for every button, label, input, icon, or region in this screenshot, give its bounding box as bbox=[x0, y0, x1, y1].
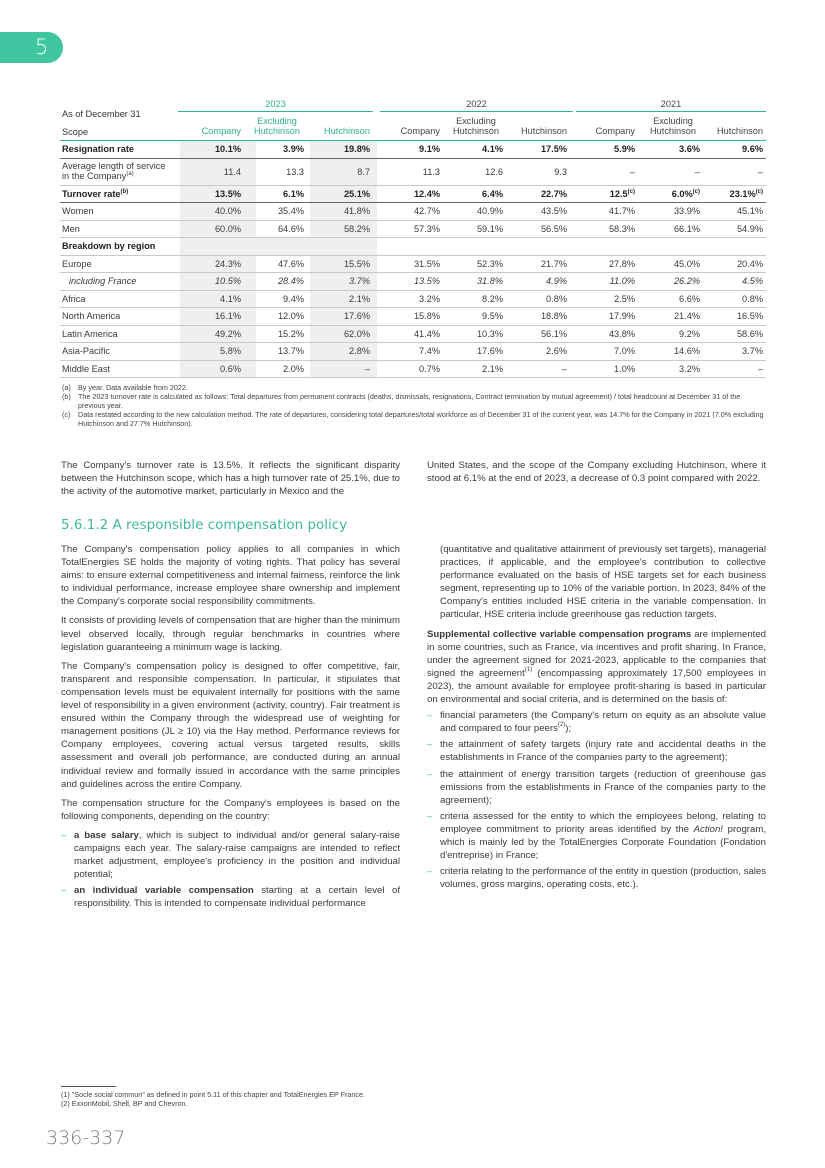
table-cell: 3.2% bbox=[679, 363, 700, 374]
table-cell: 10.3% bbox=[476, 328, 503, 339]
table-cell: 35.4% bbox=[277, 206, 304, 216]
table-row bbox=[60, 343, 766, 361]
section-heading: 5.6.1.2 A responsible compensation policy bbox=[61, 517, 348, 533]
table-cell: 15.2% bbox=[277, 328, 304, 339]
column-header: Company bbox=[201, 126, 241, 136]
table-cell: 40.0% bbox=[214, 206, 241, 216]
note-text: The 2023 turnover rate is calculated as follows: Total departures from permanent contracts (deaths, dismissals, resignations, Contract termination by mutual agreement) / total headcount at December 31 of the previous year. bbox=[78, 392, 741, 410]
table-cell: 19.8% bbox=[343, 144, 370, 154]
table-cell: 21.7% bbox=[540, 258, 567, 269]
table-cell: 10.1% bbox=[214, 144, 241, 154]
row-label: Africa bbox=[62, 293, 86, 304]
turnover-table bbox=[60, 98, 766, 378]
footnote: (1) "Socle social commun" as defined in point 5.11 of this chapter and TotalEnergies EP France. bbox=[61, 1090, 365, 1099]
column-header: Hutchinson bbox=[717, 126, 763, 136]
row-label: Average length of service in the Company$^{(a)}$ bbox=[62, 160, 166, 181]
table-row bbox=[60, 186, 766, 204]
table-cell: 22.7% bbox=[540, 188, 567, 199]
table-cell: 27.8% bbox=[608, 258, 635, 269]
year-2023-header: 2023 bbox=[178, 98, 373, 112]
table-cell: 15.8% bbox=[413, 311, 440, 321]
bullet: – the attainment of energy transition targets (reduction of greenhouse gas emissions from the establishments in France of the companies party to the agreement); bbox=[427, 768, 766, 807]
year-2021-header: 2021 bbox=[576, 98, 766, 112]
row-label: Middle East bbox=[62, 363, 111, 374]
table-cell: 10.5% bbox=[214, 276, 241, 286]
table-cell: 58.6% bbox=[736, 328, 763, 339]
column-shading bbox=[180, 238, 377, 255]
table-cell: 56.1% bbox=[540, 328, 567, 339]
bullet-text: starting at a certain level of responsibility. This is intended to compensate individual performance bbox=[74, 885, 400, 910]
bullet-text: , which is subject to individual and/or general salary-raise campaigns each year. The salary-raise campaigns are intended to reflect market adjustment, employee's proficiency in the position and individual potential; bbox=[74, 829, 400, 881]
table-cell: 0.8% bbox=[546, 293, 567, 304]
bullet-text: program, which is mainly led by the TotalEnergies Corporate Foundation (Fondation d'entreprise) in France; bbox=[440, 823, 766, 862]
table-cell: 45.1% bbox=[736, 206, 763, 216]
row-label: Resignation rate bbox=[62, 144, 134, 154]
table-cell: 2.0% bbox=[283, 363, 304, 374]
table-row bbox=[60, 159, 766, 186]
table-row bbox=[60, 238, 766, 256]
column-header: Excluding Hutchinson bbox=[650, 116, 696, 136]
footnote-ref: (2) bbox=[557, 722, 566, 729]
bullet: – criteria relating to the performance of the entity in question (production, sales volumes, gross margins, operating costs, etc.). bbox=[427, 865, 766, 891]
table-cell: 0.6% bbox=[220, 363, 241, 374]
table-cell: 17.9% bbox=[608, 311, 635, 321]
bullet bbox=[427, 709, 766, 735]
table-notes bbox=[60, 383, 766, 428]
table-cell: 42.7% bbox=[413, 206, 440, 216]
bullet-bold: an individual variable compensation bbox=[74, 885, 254, 897]
table-cell: 16.1% bbox=[214, 311, 241, 321]
table-cell: 57.3% bbox=[413, 223, 440, 234]
table-cell: 49.2% bbox=[214, 328, 241, 339]
year-2022-header: 2022 bbox=[380, 98, 573, 112]
table-cell: 8.2% bbox=[482, 293, 503, 304]
table-cell: 62.0% bbox=[343, 328, 370, 339]
page-number: 336-337 bbox=[46, 1127, 126, 1149]
table-row bbox=[60, 203, 766, 221]
table-cell: 4.5% bbox=[742, 276, 763, 286]
table-cell: 20.4% bbox=[736, 258, 763, 269]
table-cell: 12.6 bbox=[485, 166, 503, 177]
table-cell: 2.5% bbox=[614, 293, 635, 304]
right-column bbox=[427, 543, 766, 891]
table-cell: 47.6% bbox=[277, 258, 304, 269]
table-cell: 18.8% bbox=[540, 311, 567, 321]
table-cell: 4.9% bbox=[546, 276, 567, 286]
table-row bbox=[60, 141, 766, 159]
intro-right-paragraph: United States, and the scope of the Company excluding Hutchinson, where it stood at 6.1% at the end of 2023, a decrease of 0.3 point compared with 2022. bbox=[427, 460, 766, 485]
table-cell: 31.8% bbox=[476, 276, 503, 286]
table-cell: 7.0% bbox=[614, 346, 635, 356]
table-cell: – bbox=[629, 166, 635, 177]
table-cell: – bbox=[561, 363, 567, 374]
table-cell: 3.2% bbox=[419, 293, 440, 304]
column-header: Excluding Hutchinson bbox=[453, 116, 499, 136]
column-header: Excluding Hutchinson bbox=[254, 116, 300, 136]
intro-left-paragraph: The Company's turnover rate is 13.5%. It reflects the significant disparity between the Hutchinson scope, which has a high turnover rate of 25.1%, due to the activity of the automotive market, particularly in Mexico and the bbox=[61, 460, 400, 498]
table-cell: 54.9% bbox=[736, 223, 763, 234]
note-text: By year. Data available from 2022. bbox=[78, 383, 188, 392]
table-cell: 11.3 bbox=[422, 166, 440, 177]
page-footnotes bbox=[61, 1086, 365, 1108]
table-cell: 21.4% bbox=[673, 311, 700, 321]
row-label: Turnover rate$^{(b)}$ bbox=[62, 188, 129, 199]
table-cell: 17.6% bbox=[343, 311, 370, 321]
footnote-rule bbox=[61, 1086, 116, 1087]
table-row bbox=[60, 291, 766, 309]
table-cell: 45.0% bbox=[673, 258, 700, 269]
paragraph: It consists of providing levels of compensation that are higher than the minimum level observed locally, through regular benchmarks in countries where legislation guaranteeing a minimum wage is lacking. bbox=[61, 615, 400, 653]
column-header: Company bbox=[400, 126, 440, 136]
table-cell: 12.4% bbox=[413, 188, 440, 199]
table-cell: 58.2% bbox=[343, 223, 370, 234]
bullet-base-salary bbox=[61, 829, 400, 881]
table-cell: 3.7% bbox=[349, 276, 370, 286]
table-cell: 9.6% bbox=[742, 144, 763, 154]
table-cell: 13.5% bbox=[413, 276, 440, 286]
bullet bbox=[427, 810, 766, 862]
table-cell: 4.1% bbox=[482, 144, 503, 154]
row-label: Asia-Pacific bbox=[62, 346, 110, 356]
column-header: Hutchinson bbox=[521, 126, 567, 136]
table-cell: 11.4 bbox=[223, 166, 241, 177]
intro-left bbox=[61, 459, 400, 498]
row-label: Women bbox=[62, 206, 94, 216]
paragraph-supplemental bbox=[427, 628, 766, 707]
table-cell: – bbox=[694, 166, 700, 177]
table-cell: 5.8% bbox=[220, 346, 241, 356]
table-cell: 66.1% bbox=[673, 223, 700, 234]
table-cell: 58.3% bbox=[608, 223, 635, 234]
table-cell: 26.2% bbox=[673, 276, 700, 286]
note-text: Data restated according to the new calculation method. The rate of departures, considering total departures/total workforce as of December 31 of the current year, was 14.7% for the Company in 2021 (7.0% excluding Hutchinson and 27.7% Hutchinson). bbox=[78, 410, 764, 428]
table-cell: 31.5% bbox=[413, 258, 440, 269]
row-label: including France bbox=[69, 276, 137, 286]
table-cell: 13.5% bbox=[214, 188, 241, 199]
table-cell: 4.1% bbox=[220, 293, 241, 304]
table-cell: 3.7% bbox=[742, 346, 763, 356]
left-column bbox=[61, 543, 400, 910]
table-row bbox=[60, 221, 766, 239]
table-cell: 13.3 bbox=[286, 166, 304, 177]
table-cell: 2.1% bbox=[349, 293, 370, 304]
paragraph-text: are implemented in some countries, such as France, via incentives and profit sharing. In France, under the agreement signed for 2021-2023, applicable to the companies that signed the agreement bbox=[427, 628, 766, 679]
table-cell: 60.0% bbox=[214, 223, 241, 234]
table-row bbox=[60, 308, 766, 326]
table-cell: 12.5$^{(c)}$ bbox=[609, 188, 635, 199]
table-row bbox=[60, 326, 766, 344]
column-header: Hutchinson bbox=[324, 126, 370, 136]
table-cell: 43.8% bbox=[608, 328, 635, 339]
table-cell: 9.1% bbox=[419, 144, 440, 154]
table-cell: 2.6% bbox=[546, 346, 567, 356]
intro-right bbox=[427, 459, 766, 485]
paragraph-text: (encompassing approximately 17,500 employees in 2023), the amount available for employee profit-sharing is based in particular on environmental and social criteria, and is determined on the basis of: bbox=[427, 667, 767, 706]
table-cell: 52.3% bbox=[476, 258, 503, 269]
row-label: Breakdown by region bbox=[62, 241, 156, 251]
table-cell: 64.6% bbox=[277, 223, 304, 234]
table-cell: 41.4% bbox=[413, 328, 440, 339]
row-label: North America bbox=[62, 311, 121, 321]
bullet-bold: a base salary bbox=[74, 829, 139, 841]
table-cell: 6.4% bbox=[482, 188, 503, 199]
as-of-label: As of December 31 bbox=[62, 109, 141, 119]
table-cell: 14.6% bbox=[673, 346, 700, 356]
table-cell: 43.5% bbox=[540, 206, 567, 216]
table-cell: 2.8% bbox=[349, 346, 370, 356]
table-cell: 5.9% bbox=[614, 144, 635, 154]
table-cell: 23.1%$^{(c)}$ bbox=[729, 188, 763, 199]
table-cell: 9.4% bbox=[283, 293, 304, 304]
bullet-text: ); bbox=[565, 723, 572, 735]
note-key: (b) bbox=[62, 392, 71, 401]
table-cell: 15.5% bbox=[343, 258, 370, 269]
table-cell: 0.7% bbox=[419, 363, 440, 374]
bullet: – the attainment of safety targets (injury rate and accidental deaths in the establishments in France of the companies party to the agreement); bbox=[427, 738, 766, 764]
table-row bbox=[60, 256, 766, 274]
table-cell: 24.3% bbox=[214, 258, 241, 269]
table-cell: 25.1% bbox=[343, 188, 370, 199]
table-cell: 6.1% bbox=[283, 188, 304, 199]
table-cell: 2.1% bbox=[482, 363, 503, 374]
table-cell: – bbox=[757, 166, 763, 177]
table-cell: 17.5% bbox=[540, 144, 567, 154]
column-header: Company bbox=[595, 126, 635, 136]
table-cell: 9.3 bbox=[554, 166, 567, 177]
table-cell: 7.4% bbox=[419, 346, 440, 356]
paragraph: The Company's compensation policy is designed to offer competitive, fair, transparent and responsible compensation. In particular, it stipulates that compensation levels must be equivalent internally for positions with the same level of responsibility in a given environment (activity, country). Fair treatment is ensured within the Company through the widespread use of weighting for management positions (JL ≥ 10) via the Hay method. Performance reviews for Company employees, covering actual versus targeted results, skills assessment and overall job performance, are conducted during an annual individual review and formally issued in accordance with the same principles and guidelines across the entire Company. bbox=[61, 660, 400, 790]
table-cell: 41.8% bbox=[343, 206, 370, 216]
paragraph: (quantitative and qualitative attainment of previously set targets), managerial practices, if applicable, and the employee's contribution to collective performance evaluated on the basis of HSE targets set for each business segment, representing up to 10% of the variable portion. In 2023, 84% of the Company's entities included HSE criteria in the variable compensation. In particular, HSE criteria include greenhouse gas reduction targets. bbox=[440, 544, 766, 621]
table-header bbox=[60, 98, 766, 141]
table-cell: 6.0%$^{(c)}$ bbox=[671, 188, 700, 199]
table-cell: 9.2% bbox=[679, 328, 700, 339]
table-cell: 3.6% bbox=[679, 144, 700, 154]
table-cell: 59.1% bbox=[476, 223, 503, 234]
table-cell: 0.8% bbox=[742, 293, 763, 304]
table-row bbox=[60, 361, 766, 379]
paragraph-bold: Supplemental collective variable compensation programs bbox=[427, 628, 692, 640]
table-cell: 41.7% bbox=[608, 206, 635, 216]
table-body bbox=[60, 141, 766, 378]
table-cell: 3.9% bbox=[283, 144, 304, 154]
row-label: Men bbox=[62, 223, 80, 234]
footnote: (2) ExxonMobil, Shell, BP and Chevron. bbox=[61, 1099, 188, 1108]
paragraph: The Company's compensation policy applies to all companies in which TotalEnergies SE holds the majority of voting rights. That policy has several aims: to ensure external competitiveness and internal fairness, reinforce the link to individual performance, increase employee share ownership and implement the Company's corporate social responsibility commitments. bbox=[61, 544, 400, 608]
table-cell: 16.5% bbox=[736, 311, 763, 321]
bullet-text: financial parameters (the Company's return on equity as an absolute value and compared to four peers bbox=[440, 710, 766, 735]
table-cell: 40.9% bbox=[476, 206, 503, 216]
table-cell: – bbox=[757, 363, 763, 374]
row-label: Europe bbox=[62, 258, 92, 269]
footnote-ref: (1) bbox=[524, 666, 533, 673]
table-cell: 11.0% bbox=[609, 276, 635, 286]
table-row bbox=[60, 273, 766, 291]
bullet-variable-comp bbox=[61, 884, 400, 910]
table-cell: 6.6% bbox=[679, 293, 700, 304]
table-cell: 12.0% bbox=[277, 311, 304, 321]
bullet-text: criteria assessed for the entity to which the employees belong, relating to employee commitment to priority areas identified by the bbox=[440, 810, 766, 835]
chapter-tab: 5 bbox=[0, 32, 63, 63]
table-cell: 13.7% bbox=[277, 346, 304, 356]
scope-label: Scope bbox=[62, 127, 89, 137]
program-name: Action! bbox=[693, 823, 723, 835]
table-cell: 1.0% bbox=[614, 363, 635, 374]
note-key: (a) bbox=[62, 383, 71, 392]
table-cell: 56.5% bbox=[540, 223, 567, 234]
table-cell: – bbox=[364, 363, 370, 374]
row-label: Latin America bbox=[62, 328, 118, 339]
table-cell: 8.7 bbox=[357, 166, 370, 177]
table-cell: 33.9% bbox=[673, 206, 700, 216]
note-key: (c) bbox=[62, 410, 71, 419]
paragraph: The compensation structure for the Company's employees is based on the following components, depending on the country: bbox=[61, 797, 400, 822]
table-cell: 17.6% bbox=[476, 346, 503, 356]
table-cell: 9.5% bbox=[482, 311, 503, 321]
table-cell: 28.4% bbox=[277, 276, 304, 286]
